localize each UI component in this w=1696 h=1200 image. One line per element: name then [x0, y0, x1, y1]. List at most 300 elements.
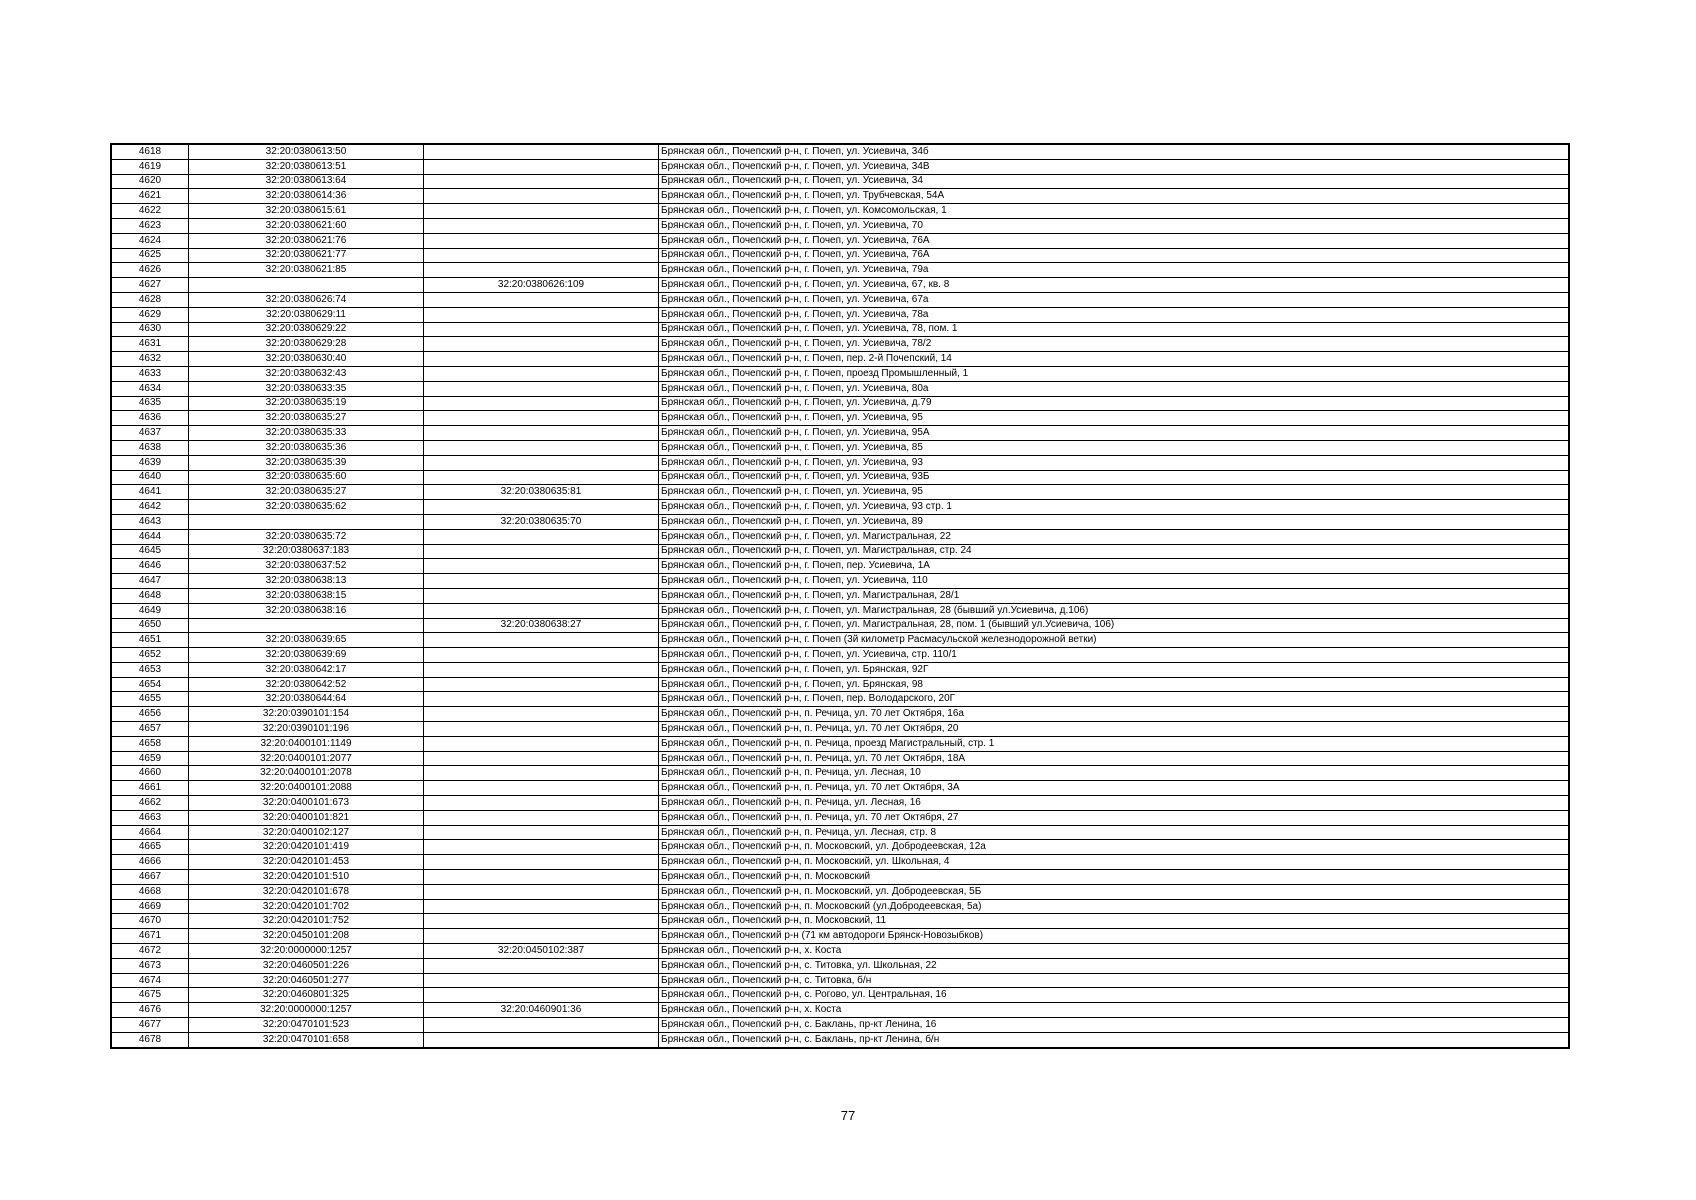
- cadastral-number-cell: 32:20:0380635:62: [189, 500, 424, 515]
- cadastral-number-cell: 32:20:0420101:453: [189, 855, 424, 870]
- parent-cadastral-number-cell: [424, 337, 659, 352]
- parent-cadastral-number-cell: [424, 189, 659, 204]
- cadastral-number-cell: 32:20:0380629:22: [189, 322, 424, 337]
- address-cell: Брянская обл., Почепский р-н, г. Почеп, ул. Усиевича, 93 стр. 1: [659, 500, 1570, 515]
- address-cell: Брянская обл., Почепский р-н, х. Коста: [659, 1003, 1570, 1018]
- address-cell: Брянская обл., Почепский р-н, п. Речица, ул. Лесная, 10: [659, 766, 1570, 781]
- cadastral-number-cell: 32:20:0400101:2078: [189, 766, 424, 781]
- row-number-cell: 4652: [111, 648, 189, 663]
- cadastral-number-cell: 32:20:0380633:35: [189, 381, 424, 396]
- row-number-cell: 4624: [111, 233, 189, 248]
- address-cell: Брянская обл., Почепский р-н, г. Почеп, ул. Усиевича, 78а: [659, 307, 1570, 322]
- address-cell: Брянская обл., Почепский р-н, г. Почеп, ул. Усиевича, 89: [659, 514, 1570, 529]
- address-cell: Брянская обл., Почепский р-н, с. Титовка, б/н: [659, 973, 1570, 988]
- row-number-cell: 4675: [111, 988, 189, 1003]
- table-row: [111, 855, 1569, 870]
- parent-cadastral-number-cell: [424, 677, 659, 692]
- table-row: [111, 870, 1569, 885]
- cadastral-number-cell: 32:20:0460501:226: [189, 958, 424, 973]
- cadastral-number-cell: 32:20:0400101:2088: [189, 781, 424, 796]
- table-row: [111, 736, 1569, 751]
- parent-cadastral-number-cell: [424, 929, 659, 944]
- parent-cadastral-number-cell: [424, 352, 659, 367]
- table-row: [111, 233, 1569, 248]
- parent-cadastral-number-cell: [424, 500, 659, 515]
- row-number-cell: 4618: [111, 144, 189, 159]
- address-cell: Брянская обл., Почепский р-н, п. Речица, ул. 70 лет Октября, 20: [659, 722, 1570, 737]
- cadastral-number-cell: 32:20:0390101:154: [189, 707, 424, 722]
- parent-cadastral-number-cell: [424, 159, 659, 174]
- table-row: [111, 662, 1569, 677]
- address-cell: Брянская обл., Почепский р-н, п. Московский: [659, 870, 1570, 885]
- address-cell: Брянская обл., Почепский р-н, г. Почеп, ул. Магистральная, 28/1: [659, 588, 1570, 603]
- row-number-cell: 4646: [111, 559, 189, 574]
- table-row: [111, 559, 1569, 574]
- address-cell: Брянская обл., Почепский р-н, г. Почеп, ул. Усиевича, 78/2: [659, 337, 1570, 352]
- parent-cadastral-number-cell: [424, 411, 659, 426]
- row-number-cell: 4667: [111, 870, 189, 885]
- address-cell: Брянская обл., Почепский р-н, х. Коста: [659, 944, 1570, 959]
- row-number-cell: 4663: [111, 810, 189, 825]
- cadastral-number-cell: 32:20:0380637:183: [189, 544, 424, 559]
- parent-cadastral-number-cell: 32:20:0380635:70: [424, 514, 659, 529]
- address-cell: Брянская обл., Почепский р-н, п. Московский, ул. Добродеевская, 12а: [659, 840, 1570, 855]
- row-number-cell: 4625: [111, 248, 189, 263]
- table-row: [111, 603, 1569, 618]
- cadastral-number-cell: 32:20:0380629:28: [189, 337, 424, 352]
- address-cell: Брянская обл., Почепский р-н, п. Московский, ул. Добродеевская, 5Б: [659, 884, 1570, 899]
- cadastral-number-cell: 32:20:0390101:196: [189, 722, 424, 737]
- table-row: [111, 514, 1569, 529]
- row-number-cell: 4656: [111, 707, 189, 722]
- address-cell: Брянская обл., Почепский р-н, г. Почеп, ул. Магистральная, 22: [659, 529, 1570, 544]
- row-number-cell: 4650: [111, 618, 189, 633]
- table-row: [111, 840, 1569, 855]
- parent-cadastral-number-cell: [424, 381, 659, 396]
- row-number-cell: 4664: [111, 825, 189, 840]
- row-number-cell: 4633: [111, 366, 189, 381]
- table-row: [111, 485, 1569, 500]
- table-row: [111, 322, 1569, 337]
- parent-cadastral-number-cell: [424, 426, 659, 441]
- cadastral-number-cell: 32:20:0380621:77: [189, 248, 424, 263]
- cadastral-number-cell: 32:20:0450101:208: [189, 929, 424, 944]
- parent-cadastral-number-cell: [424, 988, 659, 1003]
- row-number-cell: 4642: [111, 500, 189, 515]
- parent-cadastral-number-cell: 32:20:0380638:27: [424, 618, 659, 633]
- table-row: [111, 440, 1569, 455]
- parent-cadastral-number-cell: [424, 825, 659, 840]
- cadastral-number-cell: 32:20:0470101:523: [189, 1018, 424, 1033]
- row-number-cell: 4668: [111, 884, 189, 899]
- cadastral-number-cell: 32:20:0460501:277: [189, 973, 424, 988]
- parent-cadastral-number-cell: 32:20:0380635:81: [424, 485, 659, 500]
- cadastral-number-cell: 32:20:0380638:13: [189, 574, 424, 589]
- address-cell: Брянская обл., Почепский р-н, г. Почеп, ул. Магистральная, 28, пом. 1 (бывший ул.Усиевича, 106): [659, 618, 1570, 633]
- table-row: [111, 174, 1569, 189]
- table-row: [111, 218, 1569, 233]
- row-number-cell: 4629: [111, 307, 189, 322]
- address-cell: Брянская обл., Почепский р-н, с. Рогово, ул. Центральная, 16: [659, 988, 1570, 1003]
- row-number-cell: 4620: [111, 174, 189, 189]
- address-cell: Брянская обл., Почепский р-н, с. Баклань, пр-кт Ленина, б/н: [659, 1032, 1570, 1047]
- parent-cadastral-number-cell: [424, 322, 659, 337]
- address-cell: Брянская обл., Почепский р-н, г. Почеп, ул. Усиевича, 79а: [659, 263, 1570, 278]
- row-number-cell: 4632: [111, 352, 189, 367]
- parent-cadastral-number-cell: [424, 204, 659, 219]
- parent-cadastral-number-cell: [424, 796, 659, 811]
- address-cell: Брянская обл., Почепский р-н, г. Почеп, ул. Усиевича, 95: [659, 485, 1570, 500]
- cadastral-number-cell: 32:20:0460801:325: [189, 988, 424, 1003]
- table-row: [111, 899, 1569, 914]
- table-row: [111, 411, 1569, 426]
- table-row: [111, 825, 1569, 840]
- registry-table: [110, 143, 1570, 1049]
- cadastral-number-cell: 32:20:0380635:60: [189, 470, 424, 485]
- row-number-cell: 4673: [111, 958, 189, 973]
- row-number-cell: 4670: [111, 914, 189, 929]
- table-row: [111, 692, 1569, 707]
- cadastral-number-cell: 32:20:0380635:36: [189, 440, 424, 455]
- address-cell: Брянская обл., Почепский р-н, г. Почеп, ул. Усиевича, 80а: [659, 381, 1570, 396]
- parent-cadastral-number-cell: [424, 958, 659, 973]
- parent-cadastral-number-cell: [424, 455, 659, 470]
- address-cell: Брянская обл., Почепский р-н, г. Почеп, ул. Магистральная, стр. 24: [659, 544, 1570, 559]
- cadastral-number-cell: 32:20:0380613:64: [189, 174, 424, 189]
- table-row: [111, 500, 1569, 515]
- parent-cadastral-number-cell: [424, 544, 659, 559]
- table-row: [111, 455, 1569, 470]
- row-number-cell: 4644: [111, 529, 189, 544]
- table-row: [111, 544, 1569, 559]
- address-cell: Брянская обл., Почепский р-н, г. Почеп, ул. Комсомольская, 1: [659, 204, 1570, 219]
- address-cell: Брянская обл., Почепский р-н, г. Почеп, ул. Усиевича, стр. 110/1: [659, 648, 1570, 663]
- address-cell: Брянская обл., Почепский р-н, г. Почеп, ул. Усиевича, 76А: [659, 248, 1570, 263]
- cadastral-number-cell: [189, 618, 424, 633]
- cadastral-number-cell: 32:20:0380639:69: [189, 648, 424, 663]
- table-row: [111, 707, 1569, 722]
- parent-cadastral-number-cell: [424, 174, 659, 189]
- parent-cadastral-number-cell: [424, 588, 659, 603]
- cadastral-number-cell: 32:20:0380632:43: [189, 366, 424, 381]
- cadastral-number-cell: 32:20:0380638:16: [189, 603, 424, 618]
- parent-cadastral-number-cell: [424, 884, 659, 899]
- cadastral-number-cell: 32:20:0420101:752: [189, 914, 424, 929]
- table-row: [111, 352, 1569, 367]
- row-number-cell: 4659: [111, 751, 189, 766]
- address-cell: Брянская обл., Почепский р-н, г. Почеп, ул. Усиевича, 34б: [659, 144, 1570, 159]
- table-row: [111, 292, 1569, 307]
- address-cell: Брянская обл., Почепский р-н, г. Почеп, ул. Усиевича, 67, кв. 8: [659, 278, 1570, 293]
- cadastral-number-cell: 32:20:0380635:72: [189, 529, 424, 544]
- table-row: [111, 1003, 1569, 1018]
- parent-cadastral-number-cell: [424, 218, 659, 233]
- table-row: [111, 618, 1569, 633]
- parent-cadastral-number-cell: [424, 440, 659, 455]
- table-row: [111, 189, 1569, 204]
- address-cell: Брянская обл., Почепский р-н, г. Почеп, пер. Володарского, 20Г: [659, 692, 1570, 707]
- row-number-cell: 4678: [111, 1032, 189, 1047]
- address-cell: Брянская обл., Почепский р-н, г. Почеп (3й километр Расмасульской железнодорожной ветки): [659, 633, 1570, 648]
- cadastral-number-cell: 32:20:0420101:702: [189, 899, 424, 914]
- table-row: [111, 944, 1569, 959]
- parent-cadastral-number-cell: [424, 307, 659, 322]
- row-number-cell: 4621: [111, 189, 189, 204]
- cadastral-number-cell: 32:20:0380639:65: [189, 633, 424, 648]
- address-cell: Брянская обл., Почепский р-н, п. Московский, ул. Школьная, 4: [659, 855, 1570, 870]
- parent-cadastral-number-cell: [424, 692, 659, 707]
- parent-cadastral-number-cell: [424, 144, 659, 159]
- row-number-cell: 4655: [111, 692, 189, 707]
- parent-cadastral-number-cell: [424, 736, 659, 751]
- row-number-cell: 4666: [111, 855, 189, 870]
- row-number-cell: 4657: [111, 722, 189, 737]
- row-number-cell: 4674: [111, 973, 189, 988]
- address-cell: Брянская обл., Почепский р-н, г. Почеп, ул. Усиевича, 70: [659, 218, 1570, 233]
- cadastral-number-cell: 32:20:0420101:510: [189, 870, 424, 885]
- row-number-cell: 4643: [111, 514, 189, 529]
- cadastral-number-cell: 32:20:0000000:1257: [189, 944, 424, 959]
- parent-cadastral-number-cell: 32:20:0450102:387: [424, 944, 659, 959]
- address-cell: Брянская обл., Почепский р-н, с. Баклань, пр-кт Ленина, 16: [659, 1018, 1570, 1033]
- cadastral-number-cell: 32:20:0380613:50: [189, 144, 424, 159]
- cadastral-number-cell: 32:20:0420101:678: [189, 884, 424, 899]
- address-cell: Брянская обл., Почепский р-н, с. Титовка, ул. Школьная, 22: [659, 958, 1570, 973]
- address-cell: Брянская обл., Почепский р-н, г. Почеп, ул. Усиевича, 85: [659, 440, 1570, 455]
- cadastral-number-cell: 32:20:0470101:658: [189, 1032, 424, 1047]
- parent-cadastral-number-cell: [424, 870, 659, 885]
- parent-cadastral-number-cell: [424, 648, 659, 663]
- cadastral-number-cell: 32:20:0380630:40: [189, 352, 424, 367]
- row-number-cell: 4671: [111, 929, 189, 944]
- cadastral-number-cell: 32:20:0380637:52: [189, 559, 424, 574]
- address-cell: Брянская обл., Почепский р-н, г. Почеп, проезд Промышленный, 1: [659, 366, 1570, 381]
- address-cell: Брянская обл., Почепский р-н, г. Почеп, ул. Усиевича, д.79: [659, 396, 1570, 411]
- address-cell: Брянская обл., Почепский р-н, п. Московский (ул.Добродеевская, 5а): [659, 899, 1570, 914]
- table-row: [111, 204, 1569, 219]
- table-row: [111, 958, 1569, 973]
- parent-cadastral-number-cell: [424, 633, 659, 648]
- table-row: [111, 884, 1569, 899]
- row-number-cell: 4651: [111, 633, 189, 648]
- table-row: [111, 810, 1569, 825]
- cadastral-number-cell: 32:20:0380621:60: [189, 218, 424, 233]
- table-body: [111, 144, 1569, 1048]
- parent-cadastral-number-cell: [424, 766, 659, 781]
- table-row: [111, 381, 1569, 396]
- table-row: [111, 929, 1569, 944]
- address-cell: Брянская обл., Почепский р-н, п. Речица, ул. 70 лет Октября, 27: [659, 810, 1570, 825]
- address-cell: Брянская обл., Почепский р-н, г. Почеп, ул. Усиевича, 78, пом. 1: [659, 322, 1570, 337]
- cadastral-number-cell: 32:20:0380635:27: [189, 485, 424, 500]
- parent-cadastral-number-cell: [424, 574, 659, 589]
- row-number-cell: 4647: [111, 574, 189, 589]
- cadastral-number-cell: 32:20:0380644:64: [189, 692, 424, 707]
- table-row: [111, 633, 1569, 648]
- row-number-cell: 4637: [111, 426, 189, 441]
- cadastral-number-cell: 32:20:0000000:1257: [189, 1003, 424, 1018]
- cadastral-number-cell: [189, 278, 424, 293]
- table-row: [111, 159, 1569, 174]
- cadastral-number-cell: 32:20:0380635:19: [189, 396, 424, 411]
- address-cell: Брянская обл., Почепский р-н (71 км автодороги Брянск-Новозыбков): [659, 929, 1570, 944]
- address-cell: Брянская обл., Почепский р-н, п. Московский, 11: [659, 914, 1570, 929]
- row-number-cell: 4631: [111, 337, 189, 352]
- address-cell: Брянская обл., Почепский р-н, п. Речица, проезд Магистральный, стр. 1: [659, 736, 1570, 751]
- row-number-cell: 4634: [111, 381, 189, 396]
- row-number-cell: 4630: [111, 322, 189, 337]
- row-number-cell: 4672: [111, 944, 189, 959]
- cadastral-number-cell: 32:20:0380621:85: [189, 263, 424, 278]
- table-row: [111, 278, 1569, 293]
- parent-cadastral-number-cell: [424, 603, 659, 618]
- address-cell: Брянская обл., Почепский р-н, п. Речица, ул. 70 лет Октября, 18А: [659, 751, 1570, 766]
- address-cell: Брянская обл., Почепский р-н, г. Почеп, ул. Усиевича, 34В: [659, 159, 1570, 174]
- table-row: [111, 988, 1569, 1003]
- cadastral-number-cell: 32:20:0400101:2077: [189, 751, 424, 766]
- table-row: [111, 796, 1569, 811]
- row-number-cell: 4641: [111, 485, 189, 500]
- row-number-cell: 4639: [111, 455, 189, 470]
- table-row: [111, 766, 1569, 781]
- table-row: [111, 574, 1569, 589]
- cadastral-number-cell: 32:20:0380642:17: [189, 662, 424, 677]
- cadastral-number-cell: 32:20:0380635:39: [189, 455, 424, 470]
- parent-cadastral-number-cell: 32:20:0460901:36: [424, 1003, 659, 1018]
- parent-cadastral-number-cell: [424, 529, 659, 544]
- parent-cadastral-number-cell: [424, 751, 659, 766]
- parent-cadastral-number-cell: [424, 899, 659, 914]
- address-cell: Брянская обл., Почепский р-н, г. Почеп, ул. Усиевича, 67а: [659, 292, 1570, 307]
- page-number: 77: [840, 1108, 856, 1123]
- row-number-cell: 4669: [111, 899, 189, 914]
- parent-cadastral-number-cell: [424, 559, 659, 574]
- row-number-cell: 4635: [111, 396, 189, 411]
- row-number-cell: 4622: [111, 204, 189, 219]
- address-cell: Брянская обл., Почепский р-н, г. Почеп, ул. Усиевича, 76А: [659, 233, 1570, 248]
- parent-cadastral-number-cell: [424, 366, 659, 381]
- cadastral-number-cell: 32:20:0380629:11: [189, 307, 424, 322]
- row-number-cell: 4648: [111, 588, 189, 603]
- table-row: [111, 722, 1569, 737]
- address-cell: Брянская обл., Почепский р-н, п. Речица, ул. Лесная, 16: [659, 796, 1570, 811]
- parent-cadastral-number-cell: [424, 396, 659, 411]
- parent-cadastral-number-cell: [424, 707, 659, 722]
- table-row: [111, 366, 1569, 381]
- address-cell: Брянская обл., Почепский р-н, г. Почеп, ул. Трубчевская, 54А: [659, 189, 1570, 204]
- parent-cadastral-number-cell: [424, 1032, 659, 1047]
- address-cell: Брянская обл., Почепский р-н, г. Почеп, ул. Усиевича, 93: [659, 455, 1570, 470]
- row-number-cell: 4676: [111, 1003, 189, 1018]
- table-row: [111, 263, 1569, 278]
- address-cell: Брянская обл., Почепский р-н, г. Почеп, пер. 2-й Почепский, 14: [659, 352, 1570, 367]
- cadastral-number-cell: [189, 514, 424, 529]
- table-row: [111, 337, 1569, 352]
- table-row: [111, 1018, 1569, 1033]
- cadastral-number-cell: 32:20:0420101:419: [189, 840, 424, 855]
- table-row: [111, 248, 1569, 263]
- row-number-cell: 4665: [111, 840, 189, 855]
- row-number-cell: 4658: [111, 736, 189, 751]
- parent-cadastral-number-cell: [424, 1018, 659, 1033]
- table-row: [111, 470, 1569, 485]
- row-number-cell: 4628: [111, 292, 189, 307]
- cadastral-number-cell: 32:20:0380621:76: [189, 233, 424, 248]
- address-cell: Брянская обл., Почепский р-н, г. Почеп, ул. Усиевича, 95А: [659, 426, 1570, 441]
- address-cell: Брянская обл., Почепский р-н, п. Речица, ул. 70 лет Октября, 16а: [659, 707, 1570, 722]
- row-number-cell: 4626: [111, 263, 189, 278]
- address-cell: Брянская обл., Почепский р-н, г. Почеп, ул. Магистральная, 28 (бывший ул.Усиевича, д.106): [659, 603, 1570, 618]
- table-row: [111, 396, 1569, 411]
- cadastral-number-cell: 32:20:0380615:61: [189, 204, 424, 219]
- cadastral-number-cell: 32:20:0380635:27: [189, 411, 424, 426]
- row-number-cell: 4653: [111, 662, 189, 677]
- table-row: [111, 648, 1569, 663]
- parent-cadastral-number-cell: [424, 781, 659, 796]
- row-number-cell: 4636: [111, 411, 189, 426]
- row-number-cell: 4654: [111, 677, 189, 692]
- parent-cadastral-number-cell: [424, 914, 659, 929]
- row-number-cell: 4660: [111, 766, 189, 781]
- table-row: [111, 781, 1569, 796]
- cadastral-number-cell: 32:20:0400101:1149: [189, 736, 424, 751]
- parent-cadastral-number-cell: [424, 840, 659, 855]
- table-row: [111, 751, 1569, 766]
- table-row: [111, 588, 1569, 603]
- cadastral-number-cell: 32:20:0380626:74: [189, 292, 424, 307]
- table-row: [111, 307, 1569, 322]
- cadastral-number-cell: 32:20:0380638:15: [189, 588, 424, 603]
- row-number-cell: 4662: [111, 796, 189, 811]
- address-cell: Брянская обл., Почепский р-н, г. Почеп, ул. Усиевича, 93Б: [659, 470, 1570, 485]
- cadastral-number-cell: 32:20:0380613:51: [189, 159, 424, 174]
- cadastral-number-cell: 32:20:0380614:36: [189, 189, 424, 204]
- table-row: [111, 426, 1569, 441]
- cadastral-number-cell: 32:20:0400102:127: [189, 825, 424, 840]
- row-number-cell: 4640: [111, 470, 189, 485]
- address-cell: Брянская обл., Почепский р-н, г. Почеп, ул. Брянская, 92Г: [659, 662, 1570, 677]
- parent-cadastral-number-cell: [424, 973, 659, 988]
- address-cell: Брянская обл., Почепский р-н, г. Почеп, ул. Брянская, 98: [659, 677, 1570, 692]
- row-number-cell: 4645: [111, 544, 189, 559]
- row-number-cell: 4627: [111, 278, 189, 293]
- row-number-cell: 4619: [111, 159, 189, 174]
- row-number-cell: 4623: [111, 218, 189, 233]
- table-row: [111, 529, 1569, 544]
- row-number-cell: 4661: [111, 781, 189, 796]
- cadastral-number-cell: 32:20:0400101:821: [189, 810, 424, 825]
- address-cell: Брянская обл., Почепский р-н, г. Почеп, ул. Усиевича, 110: [659, 574, 1570, 589]
- parent-cadastral-number-cell: [424, 233, 659, 248]
- cadastral-number-cell: 32:20:0400101:673: [189, 796, 424, 811]
- table-row: [111, 677, 1569, 692]
- row-number-cell: 4649: [111, 603, 189, 618]
- address-cell: Брянская обл., Почепский р-н, г. Почеп, ул. Усиевича, 34: [659, 174, 1570, 189]
- address-cell: Брянская обл., Почепский р-н, п. Речица, ул. Лесная, стр. 8: [659, 825, 1570, 840]
- parent-cadastral-number-cell: [424, 855, 659, 870]
- cadastral-number-cell: 32:20:0380635:33: [189, 426, 424, 441]
- table-row: [111, 1032, 1569, 1047]
- parent-cadastral-number-cell: [424, 470, 659, 485]
- address-cell: Брянская обл., Почепский р-н, г. Почеп, пер. Усиевича, 1А: [659, 559, 1570, 574]
- table-row: [111, 144, 1569, 159]
- cadastral-number-cell: 32:20:0380642:52: [189, 677, 424, 692]
- parent-cadastral-number-cell: [424, 662, 659, 677]
- parent-cadastral-number-cell: [424, 263, 659, 278]
- table-row: [111, 914, 1569, 929]
- table-row: [111, 973, 1569, 988]
- row-number-cell: 4638: [111, 440, 189, 455]
